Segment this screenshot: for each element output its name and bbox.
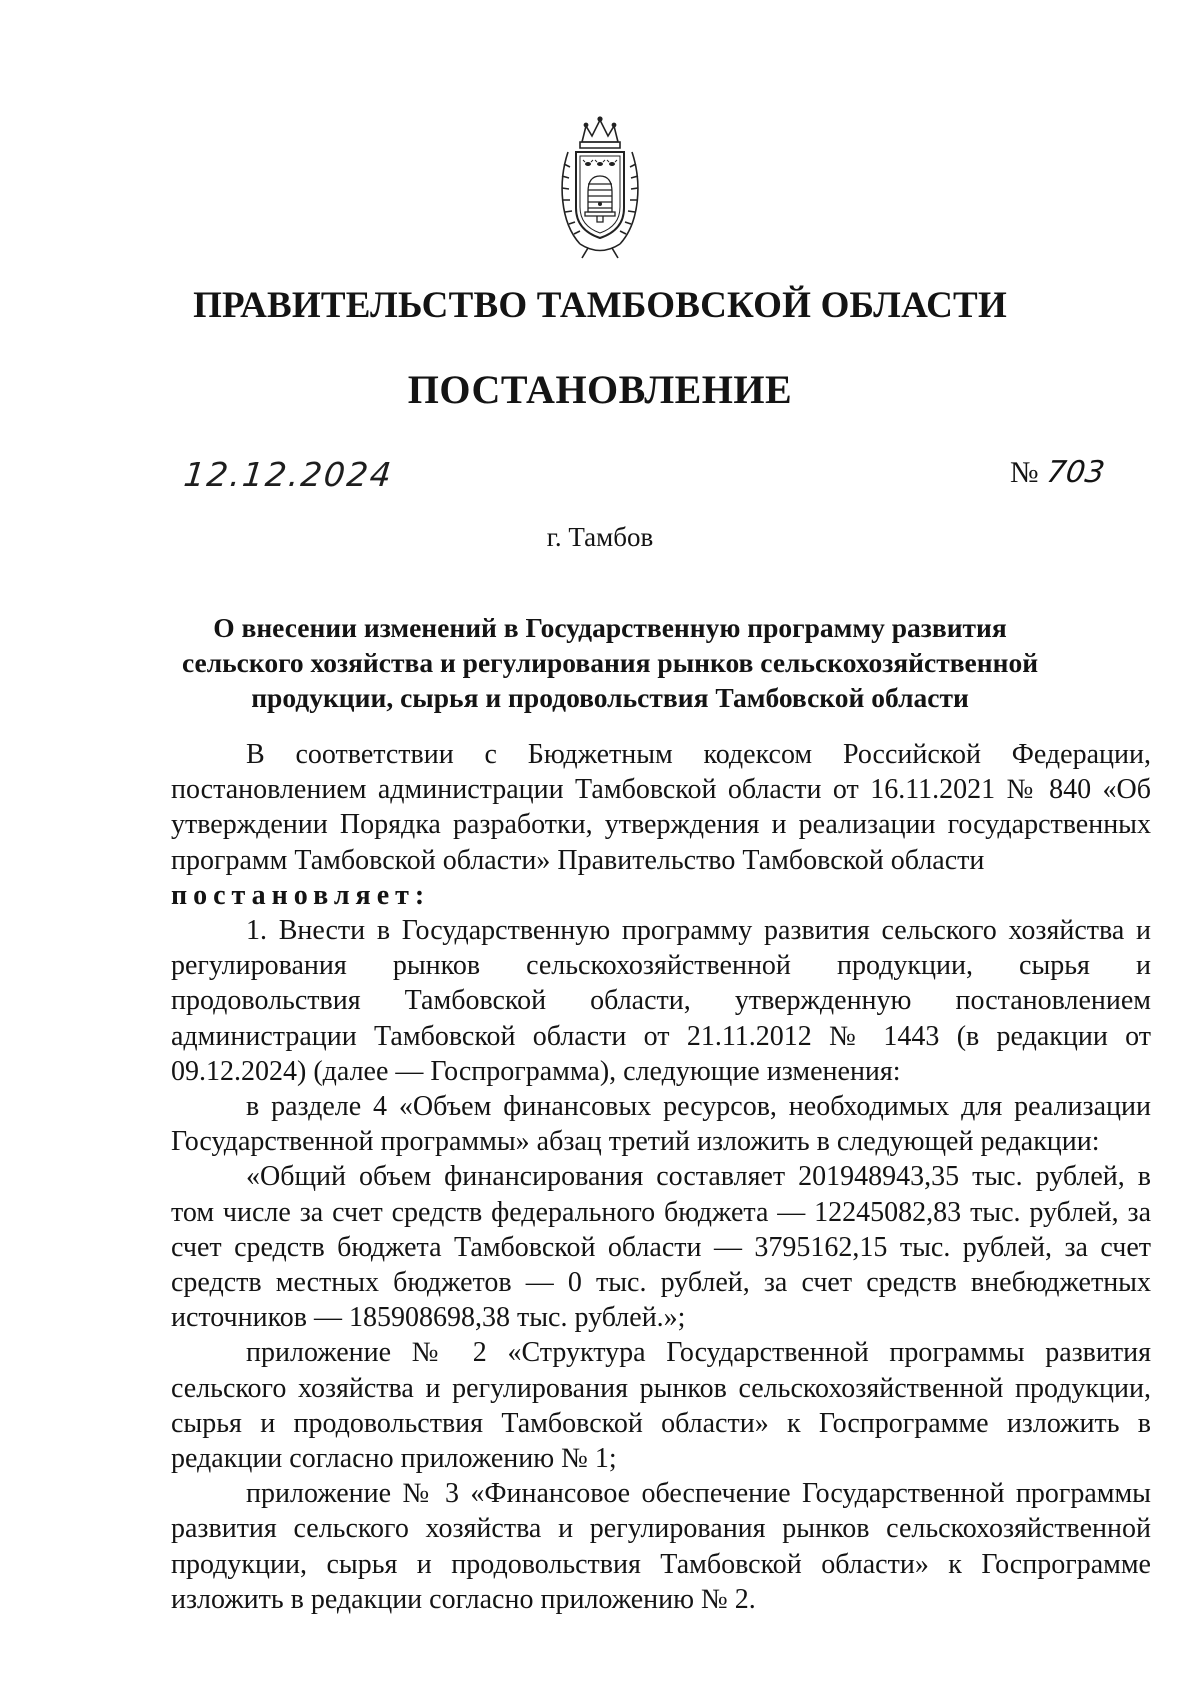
handwritten-date: 12.12.2024 xyxy=(181,455,396,494)
paragraph-3: «Общий объем финансирования составляет 201948943,35 тыс. рублей, в том числе за счет средств федерального бюджета — 12245082,83 тыс. рублей, за счет средств бюджета Тамбовской области — 3795162,15 тыс. рублей, за счет средств местных бюджетов — 0 тыс. рублей, за счет средств внебюджетных источников — 185908698,38 тыс. рублей.»; xyxy=(171,1161,1151,1334)
decrees-word: постановляет xyxy=(171,879,415,911)
city-line: г. Тамбов xyxy=(546,522,654,552)
document-subject-title: О внесении изменений в Государственную программу развития сельского хозяйства и регулирования рынков сельскохозяйственной продукции, сырья и продовольствия Тамбовской области xyxy=(181,612,1039,713)
document-number xyxy=(1010,455,1107,490)
preamble-text: В соответствии с Бюджетным кодексом Российской Федерации, постановлением администрации Тамбовской области от 16.11.2021 № 840 «Об утверждении Порядка разработки, утверждения и реализации государственных программ Тамбовской области» Правительство Тамбовской области xyxy=(171,739,1151,876)
organization-title: ПРАВИТЕЛЬСТВО ТАМБОВСКОЙ ОБЛАСТИ xyxy=(193,285,1007,326)
preamble-paragraph xyxy=(171,737,1151,878)
paragraph-4: приложение № 2 «Структура Государственной программы развития сельского хозяйства и регулирования рынков сельскохозяйственной продукции, сырья и продовольствия Тамбовской области» к Госпрограмме изложить в редакции согласно приложению № 1; xyxy=(171,1337,1151,1475)
decrees-colon: : xyxy=(414,879,425,911)
number-sign: № xyxy=(1010,456,1039,489)
handwritten-number: 703 xyxy=(1044,455,1107,490)
paragraph-1: 1. Внести в Государственную программу развития сельского хозяйства и регулирования рынков сельскохозяйственной продукции, сырья и продовольствия Тамбовской области, утвержденную постановлением администрации Тамбовской области от 21.11.2012 № 1443 (в редакции от 09.12.2024) (далее — Госпрограмма), следующие изменения: xyxy=(171,915,1151,1087)
document-body xyxy=(171,737,1151,1617)
coat-of-arms-icon xyxy=(550,112,650,262)
paragraph-5: приложение № 3 «Финансовое обеспечение Государственной программы развития сельского хозяйства и регулирования рынков сельскохозяйственной продукции, сырья и продовольствия Тамбовской области» к Госпрограмме изложить в редакции согласно приложению № 2. xyxy=(171,1478,1151,1615)
paragraph-2: в разделе 4 «Объем финансовых ресурсов, необходимых для реализации Государственной программы» абзац третий изложить в следующей редакции: xyxy=(171,1091,1151,1158)
decrees-line xyxy=(171,878,1151,913)
document-type-heading: ПОСТАНОВЛЕНИЕ xyxy=(407,367,793,412)
